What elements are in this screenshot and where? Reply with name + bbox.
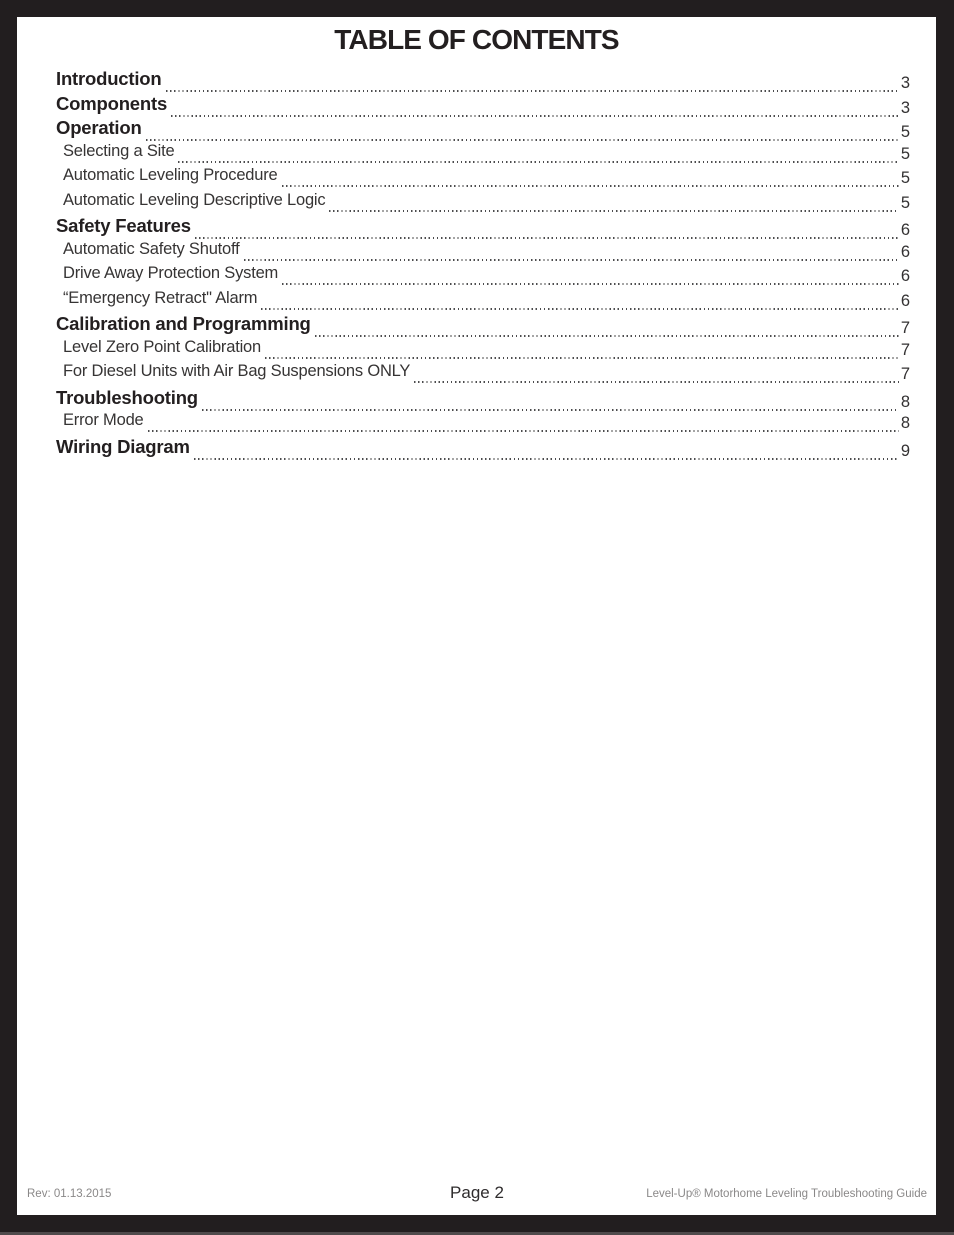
toc-entry[interactable] [56, 215, 910, 240]
toc-entry[interactable] [56, 436, 910, 461]
toc-entry[interactable] [56, 191, 910, 216]
toc-entry-label: For Diesel Units with Air Bag Suspensions ONLY [63, 362, 411, 380]
toc-entry[interactable] [56, 362, 910, 387]
toc-entry-page-number: 8 [900, 414, 910, 432]
toc-entry[interactable] [56, 166, 910, 191]
toc-entry[interactable] [56, 338, 910, 363]
toc-entry-label: “Emergency Retract" Alarm [63, 288, 258, 307]
toc-list [56, 68, 910, 460]
toc-entry-label: Operation [56, 117, 142, 138]
toc-entry[interactable] [56, 93, 910, 118]
toc-entry-page-number: 3 [900, 74, 910, 92]
revision-label: Rev: 01.13.2015 [27, 1188, 112, 1200]
toc-entry-label: Introduction [56, 68, 162, 89]
toc-entry-page-number: 6 [900, 291, 910, 310]
toc-entry[interactable] [56, 264, 910, 289]
toc-entry-label: Error Mode [63, 411, 144, 429]
toc-entry-page-number: 8 [900, 392, 910, 411]
toc-entry[interactable] [56, 313, 910, 338]
toc-entry-page-number: 9 [900, 441, 910, 460]
toc-entry-label: Selecting a Site [63, 141, 175, 160]
toc-entry-label: Wiring Diagram [56, 435, 190, 457]
document-page [17, 17, 936, 1215]
page-footer [27, 1181, 927, 1203]
toc-entry-label: Components [56, 92, 168, 114]
toc-entry[interactable] [56, 117, 910, 142]
toc-entry-page-number: 6 [900, 242, 910, 261]
page-number-label: Page 2 [450, 1183, 504, 1202]
guide-title-label: Level-Up® Motorhome Leveling Troubleshooting Guide [646, 1188, 927, 1200]
toc-entry-label: Safety Features [56, 215, 191, 236]
toc-entry-page-number: 5 [900, 193, 910, 212]
toc-entry-label: Automatic Leveling Procedure [63, 166, 278, 184]
toc-entry-label: Troubleshooting [56, 386, 198, 408]
toc-entry-page-number: 5 [900, 169, 910, 187]
toc-entry-page-number: 7 [900, 365, 910, 383]
page-title: TABLE OF CONTENTS [334, 24, 619, 55]
toc-entry[interactable] [56, 411, 910, 436]
toc-entry-page-number: 7 [900, 340, 910, 359]
toc-entry[interactable] [56, 289, 910, 314]
toc-entry-label: Calibration and Programming [56, 313, 311, 334]
toc-entry-page-number: 3 [900, 98, 910, 117]
toc-entry-page-number: 6 [900, 267, 910, 285]
toc-entry-page-number: 5 [900, 144, 910, 163]
toc-entry[interactable] [56, 240, 910, 265]
toc-entry-page-number: 5 [900, 123, 910, 141]
toc-entry-label: Level Zero Point Calibration [63, 337, 262, 356]
toc-entry[interactable] [56, 387, 910, 412]
toc-entry-page-number: 6 [900, 221, 910, 239]
toc-entry-page-number: 7 [900, 319, 910, 337]
toc-entry[interactable] [56, 68, 910, 93]
toc-entry[interactable] [56, 142, 910, 167]
toc-entry-label: Automatic Safety Shutoff [63, 239, 240, 258]
toc-entry-label: Drive Away Protection System [63, 264, 279, 282]
toc-entry-label: Automatic Leveling Descriptive Logic [63, 190, 326, 209]
